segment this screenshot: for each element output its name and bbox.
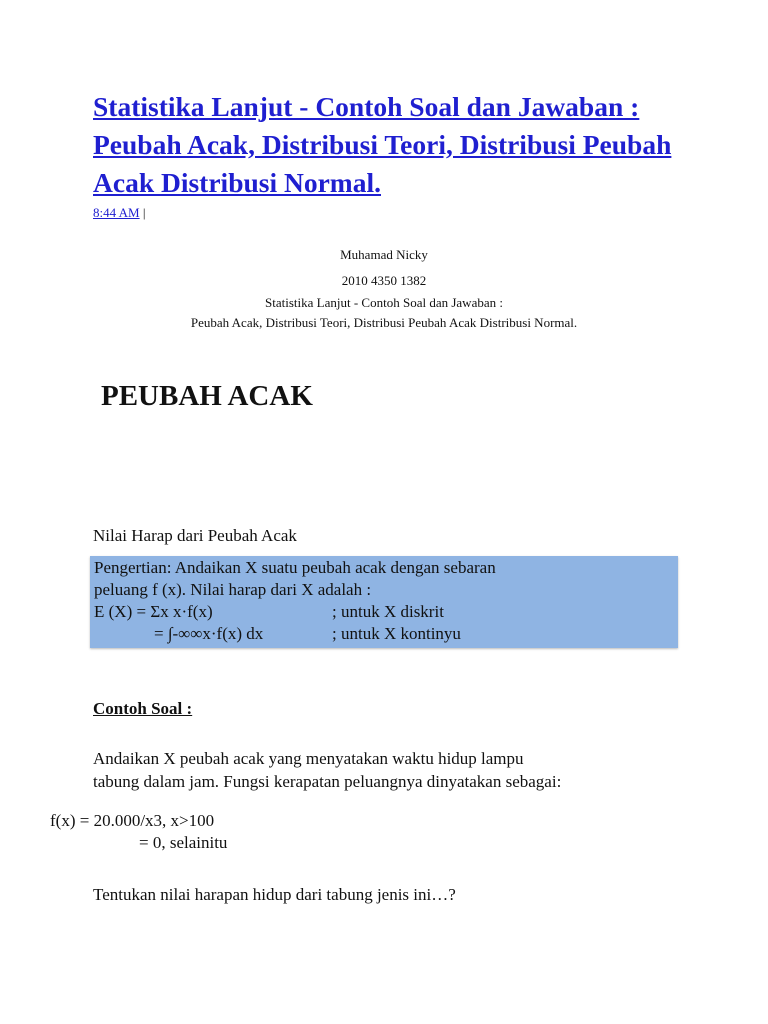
- formula-continuous: = ∫-∞∞x·f(x) dx: [154, 624, 264, 643]
- subtitle-line-2: Peubah Acak, Distribusi Teori, Distribusi Peubah Acak Distribusi Normal.: [190, 315, 578, 330]
- example-heading: Contoh Soal :: [93, 699, 193, 718]
- question-text: Tentukan nilai harapan hidup dari tabung jenis ini…?: [93, 885, 456, 904]
- subtitle-line-1: Statistika Lanjut - Contoh Soal dan Jawaban :: [265, 295, 503, 310]
- author-name: Muhamad Nicky: [340, 247, 428, 262]
- note-discrete: ; untuk X diskrit: [332, 602, 444, 621]
- formula-discrete: E (X) = Σx x·f(x): [94, 602, 213, 621]
- definition-line-1: Pengertian: Andaikan X suatu peubah acak dengan sebaran: [94, 558, 496, 577]
- timestamp-link[interactable]: 8:44 AM: [93, 205, 140, 220]
- example-text-1: Andaikan X peubah acak yang menyatakan waktu hidup lampu: [93, 749, 524, 768]
- section-heading: PEUBAH ACAK: [101, 380, 313, 412]
- student-id: 2010 4350 1382: [341, 273, 427, 288]
- function-line-2: = 0, selainitu: [139, 833, 228, 852]
- example-text-2: tabung dalam jam. Fungsi kerapatan peluangnya dinyatakan sebagai:: [93, 772, 562, 791]
- note-continuous: ; untuk X kontinyu: [332, 624, 461, 643]
- article-title-link[interactable]: Statistika Lanjut - Contoh Soal dan Jawaban : Peubah Acak, Distribusi Teori, Distribusi Peubah Acak Distribusi Normal.: [93, 91, 672, 198]
- function-line-1: f(x) = 20.000/x3, x>100: [50, 811, 215, 830]
- definition-line-2: peluang f (x). Nilai harap dari X adalah :: [94, 580, 372, 599]
- separator: |: [142, 205, 146, 220]
- subsection-title: Nilai Harap dari Peubah Acak: [93, 526, 297, 545]
- definition-box: [90, 556, 678, 648]
- post-meta: [93, 205, 145, 221]
